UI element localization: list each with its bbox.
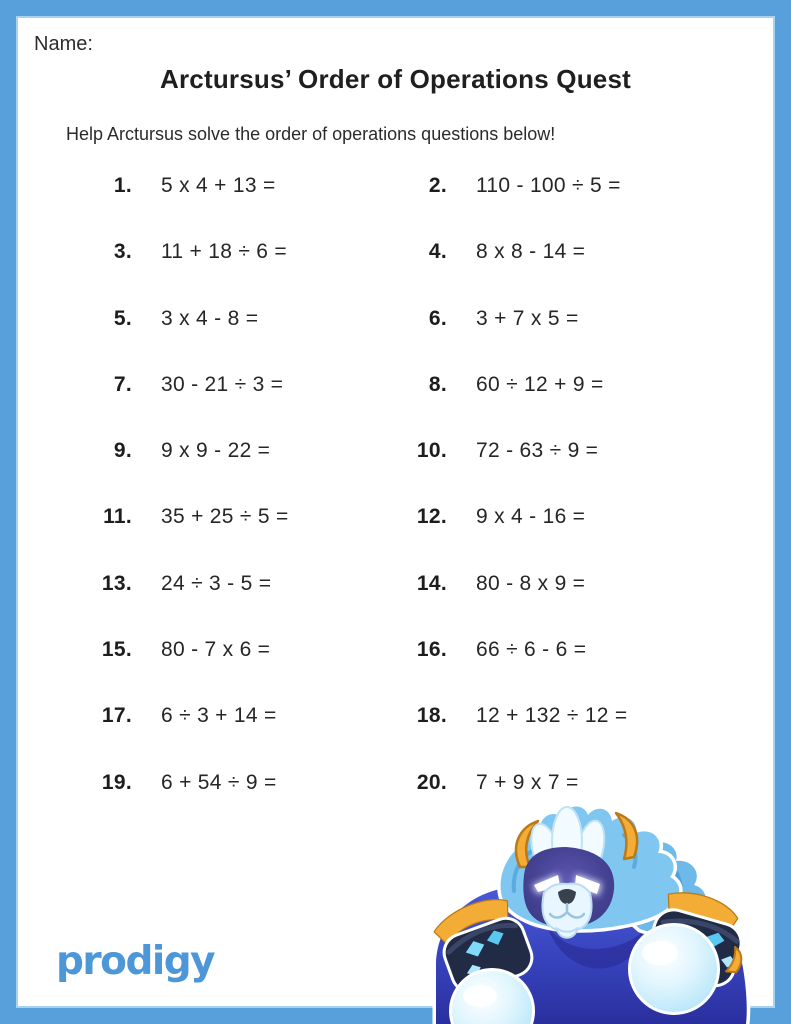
problem-number: 1.	[113, 174, 132, 197]
problem-number: 3.	[113, 240, 132, 264]
problem-expression: 24 ÷ 3 - 5 =	[161, 571, 272, 595]
problems-grid	[40, 174, 700, 837]
problem-number: 4.	[428, 240, 447, 264]
problem-number: 8.	[428, 372, 447, 396]
problem-number: 12.	[416, 505, 447, 529]
problem-expression: 12 + 132 ÷ 12 =	[476, 704, 628, 728]
problem-expression: 9 x 4 - 16 =	[476, 505, 586, 529]
problem-expression: 8 x 8 - 14 =	[476, 240, 586, 264]
problem-expression: 11 + 18 ÷ 6 =	[161, 240, 287, 264]
problem-expression: 30 - 21 ÷ 3 =	[161, 372, 284, 396]
problem-expression: 80 - 8 x 9 =	[476, 571, 586, 595]
problem-expression: 110 - 100 ÷ 5 =	[476, 174, 621, 197]
problem-expression: 72 - 63 ÷ 9 =	[476, 439, 599, 463]
problem-expression: 6 ÷ 3 + 14 =	[161, 704, 277, 728]
problem-number: 10.	[416, 439, 447, 463]
problem-expression: 7 + 9 x 7 =	[476, 770, 579, 794]
arctursus-character-icon	[428, 795, 760, 1024]
problem-number: 6.	[428, 306, 447, 330]
problem-expression: 9 x 9 - 22 =	[161, 439, 271, 463]
prodigy-logo: prodigy	[56, 939, 215, 984]
problem-number: 19.	[101, 770, 132, 794]
problem-expression: 6 + 54 ÷ 9 =	[161, 770, 277, 794]
problem-number: 16.	[416, 638, 447, 662]
problem-number: 9.	[113, 439, 132, 463]
page-title: Arctursus’ Order of Operations Quest	[160, 64, 631, 94]
problem-number: 14.	[416, 571, 447, 595]
problem-number: 7.	[113, 372, 132, 396]
problem-expression: 3 + 7 x 5 =	[476, 306, 579, 330]
problem-expression: 3 x 4 - 8 =	[161, 306, 259, 330]
problem-number: 15.	[101, 638, 132, 662]
instruction-text: Help Arctursus solve the order of operations questions below!	[66, 124, 556, 144]
problem-number: 2.	[428, 174, 447, 197]
problem-expression: 66 ÷ 6 - 6 =	[476, 638, 587, 662]
problem-number: 13.	[101, 571, 132, 595]
problem-expression: 60 ÷ 12 + 9 =	[476, 372, 604, 396]
problem-expression: 80 - 7 x 6 =	[161, 638, 271, 662]
problem-number: 20.	[416, 770, 447, 794]
problem-expression: 35 + 25 ÷ 5 =	[161, 505, 289, 529]
problem-number: 17.	[101, 704, 132, 728]
problem-number: 5.	[113, 306, 132, 330]
problem-number: 11.	[103, 505, 132, 529]
name-label: Name:	[34, 33, 93, 55]
problem-expression: 5 x 4 + 13 =	[161, 174, 276, 197]
problem-number: 18.	[416, 704, 447, 728]
